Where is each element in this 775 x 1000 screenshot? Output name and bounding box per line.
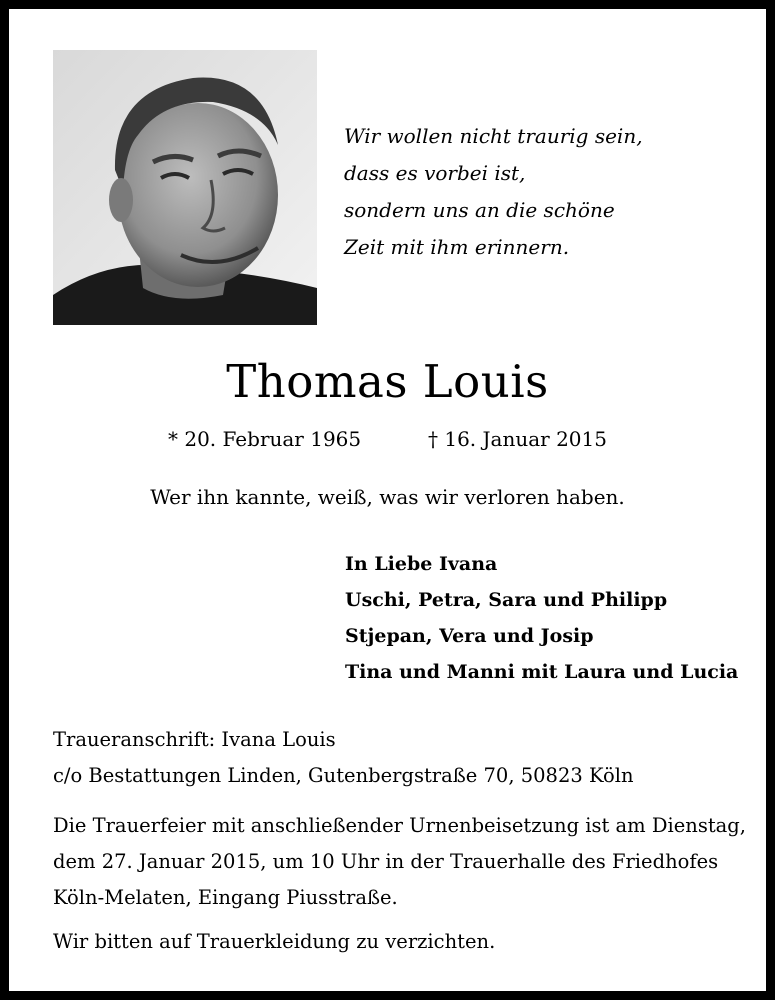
address-line: Traueranschrift: Ivana Louis bbox=[53, 728, 336, 751]
deceased-name: Thomas Louis bbox=[226, 355, 549, 408]
poem-line: sondern uns an die schöne bbox=[344, 198, 615, 222]
poem-line: Wir wollen nicht traurig sein, bbox=[344, 124, 643, 148]
mourners-list bbox=[345, 546, 738, 690]
motto: Wer ihn kannte, weiß, was wir verloren haben. bbox=[150, 485, 625, 509]
poem-line: Zeit mit ihm erinnern. bbox=[344, 235, 570, 259]
address-line: c/o Bestattungen Linden, Gutenbergstraße 70, 50823 Köln bbox=[53, 764, 634, 787]
mourner-line: In Liebe Ivana bbox=[345, 553, 498, 575]
mourner-line: Tina und Manni mit Laura und Lucia bbox=[345, 661, 739, 683]
mourner-line: Stjepan, Vera und Josip bbox=[345, 625, 594, 647]
mourning-address bbox=[53, 722, 634, 794]
mourner-line: Uschi, Petra, Sara und Philipp bbox=[345, 589, 668, 611]
ceremony-line: Köln-Melaten, Eingang Piusstraße. bbox=[53, 886, 398, 909]
poem bbox=[344, 118, 664, 266]
ceremony-line: Die Trauerfeier mit anschließender Urnenbeisetzung ist am Dienstag, bbox=[53, 814, 746, 837]
ceremony-line: dem 27. Januar 2015, um 10 Uhr in der Trauerhalle des Friedhofes bbox=[53, 850, 719, 873]
poem-line: dass es vorbei ist, bbox=[344, 161, 526, 185]
birth-date: * 20. Februar 1965 bbox=[168, 427, 362, 451]
portrait-photo bbox=[53, 50, 317, 325]
dress-request: Wir bitten auf Trauerkleidung zu verzichten. bbox=[53, 930, 496, 953]
ceremony-info bbox=[53, 808, 746, 916]
death-date: † 16. Januar 2015 bbox=[428, 427, 607, 451]
